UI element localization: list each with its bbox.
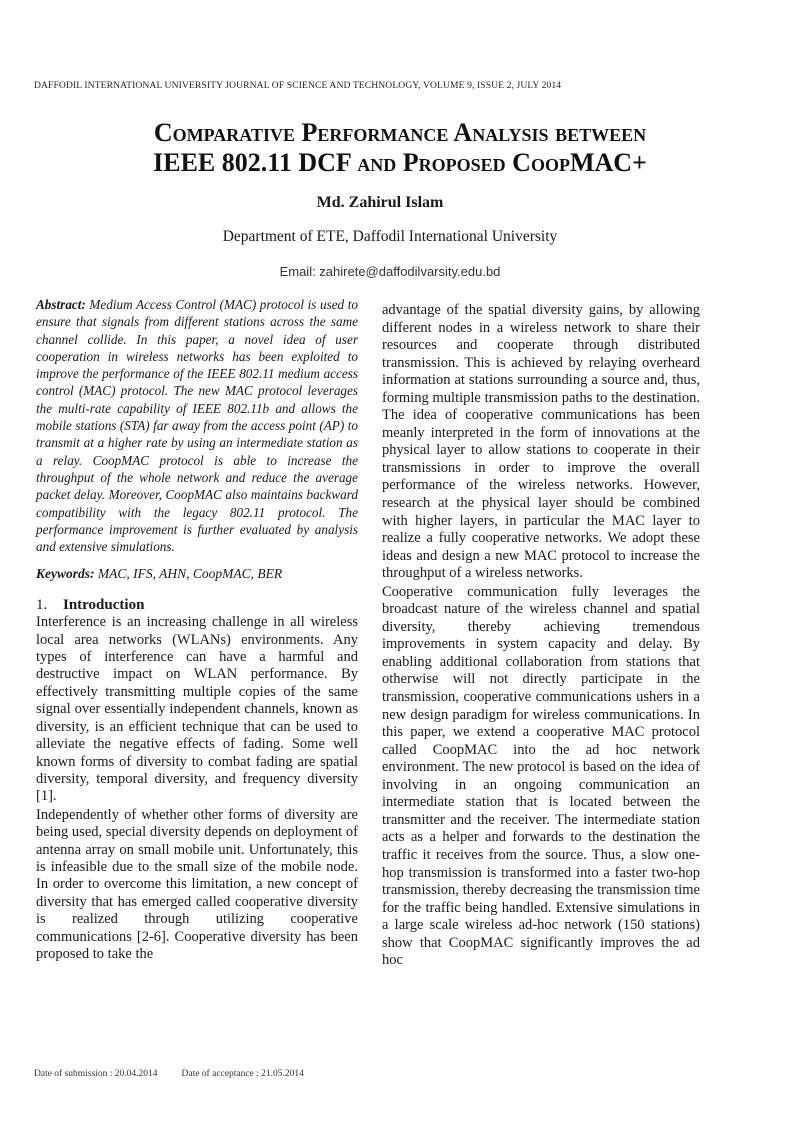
section-heading-introduction [36,597,358,614]
author-name: Md. Zahirul Islam [316,194,444,211]
keywords-label: Keywords: [36,566,95,582]
journal-running-header: DAFFODIL INTERNATIONAL UNIVERSITY JOURNAL OF SCIENCE AND TECHNOLOGY, VOLUME 9, ISSUE 2, JULY 2014 [34,80,562,91]
right-column [382,302,700,970]
abstract-text: Medium Access Control (MAC) protocol is used to ensure that signals from different stations across the same channel collide. In this paper, a novel idea of user cooperation in wireless networks has been exploited to improve the performance of the IEEE 802.11 medium access control (MAC) protocol. The new MAC protocol leverages the multi-rate capability of IEEE 802.11b and allows the mobile stations (STA) far away from the access point (AP) to transmit at a higher rate by using an intermediate station as a relay. CoopMAC protocol is able to increase the throughput of the whole network and reduce the average packet delay. Moreover, CoopMAC also maintains backward compatibility with the legacy 802.11 protocol. The performance improvement is further evaluated by analysis and extensive simulations. [36,297,358,555]
author-email: Email: zahirete@daffodilvarsity.edu.bd [279,264,501,279]
right-paragraph-2: Cooperative communication fully leverages the broadcast nature of the wireless channel and spatial diversity, thereby achieving tremendous improvements in system capacity and delay. By enabling additional collaboration from stations that otherwise will not directly participate in the transmission, cooperative communications ushers in a new design paradigm for wireless communications. In this paper, we extend a cooperative MAC protocol called CoopMAC into the ad hoc network environment. The new protocol is based on the idea of involving in an ongoing communication an intermediate station that is located between the transmitter and the receiver. The intermediate station acts as a helper and forwards to the destination the traffic it receives from the source. Thus, a slow one-hop transmission is transformed into a faster two-hop transmission, thereby decreasing the transmission time for the traffic being handled. Extensive simulations in a large scale wireless ad-hoc network (150 stations) show that CoopMAC significantly improves the ad hoc [382,583,700,969]
left-column [36,296,358,963]
submission-date: Date of submission : 20.04.2014 [34,1069,158,1079]
right-paragraph-1: advantage of the spatial diversity gains, by allowing different nodes in a wireless network to share their resources and cooperate through distributed transmission. This is achieved by relaying overheard information at stations surrounding a source and, thus, forming multiple transmission paths to the destination. The idea of cooperative communications has been meanly interpreted in the form of innovations at the physical layer to allow stations to cooperate in their transmissions in order to improve the overall performance of the wireless networks. However, research at the physical layer should be combined with higher layers, in particular the MAC layer to realize a fully cooperative networks. We adopt these ideas and design a new MAC protocol to increase the throughput of a wireless networks. [382,302,700,582]
abstract-label: Abstract: [36,297,86,312]
left-paragraph-2: Independently of whether other forms of diversity are being used, special diversity depends on deployment of antenna array on small mobile unit. Unfortunately, this is infeasible due to the small size of the mobile node. In order to overcome this limitation, a new concept of diversity that has emerged called cooperative diversity is realized through utilizing cooperative communications [2-6]. Cooperative diversity has been proposed to take the [36,806,358,962]
abstract [36,296,358,555]
paper-title-line-1: Comparative Performance Analysis between [153,118,647,147]
section-number: 1. [36,596,48,613]
keywords-text: MAC, IFS, AHN, CoopMAC, BER [97,566,283,582]
left-paragraph-1: Interference is an increasing challenge in all wireless local area networks (WLANs) environments. Any types of interference can have a harmful and destructive impact on WLAN performance. By effectively transmitting multiple copies of the same signal over essentially independent channels, known as diversity, is an efficient technique that can be used to alleviate the negative effects of fading. Some well known forms of diversity to combat fading are spatial diversity, temporal diversity, and frequency diversity [1]. [36,614,358,805]
section-title: Introduction [63,596,145,613]
author-affiliation: Department of ETE, Daffodil International University [222,228,558,245]
keywords [36,565,358,582]
paper-title-line-2: IEEE 802.11 DCF and Proposed CoopMAC+ [153,148,647,177]
paper-title [40,118,760,178]
acceptance-date: Date of acceptance : 21.05.2014 [181,1069,304,1079]
submission-dates [34,1069,304,1079]
